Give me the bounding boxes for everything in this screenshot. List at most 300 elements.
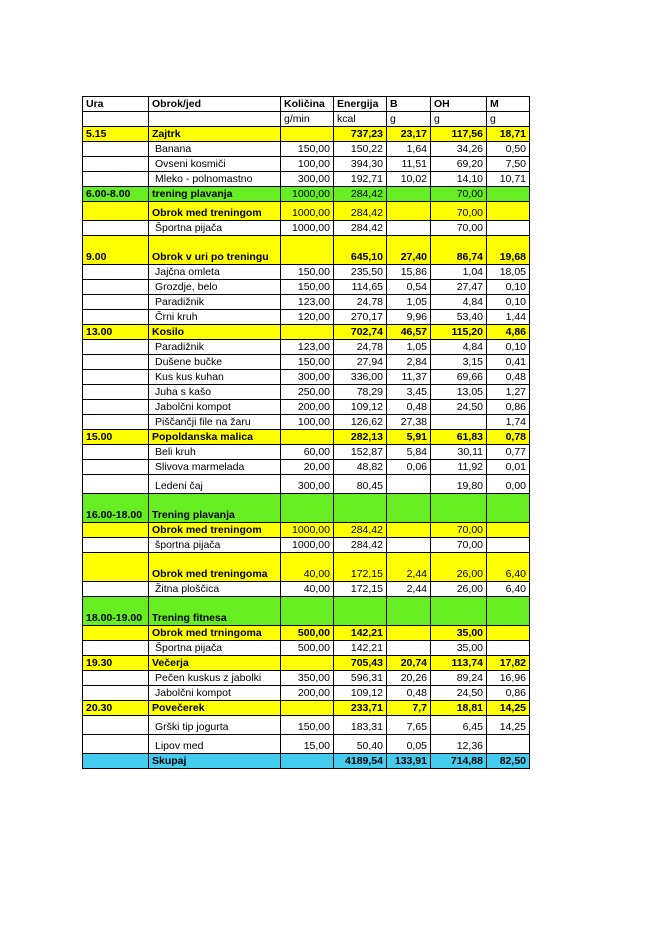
protein-cell — [387, 221, 431, 236]
food-item-row — [83, 157, 530, 172]
quantity-cell: 300,00 — [281, 475, 334, 494]
meal-cell: Zajtrk — [149, 127, 281, 142]
protein-cell — [387, 523, 431, 538]
time-cell — [83, 686, 149, 701]
time-cell: 20.30 — [83, 701, 149, 716]
fat-cell: 1,44 — [487, 310, 530, 325]
energy-cell: 233,71 — [334, 701, 387, 716]
food-item-row — [83, 475, 530, 494]
fat-cell: 18,71 — [487, 127, 530, 142]
food-item-row — [83, 172, 530, 187]
meal-cell: Grški tip jogurta — [149, 716, 281, 735]
quantity-cell: 123,00 — [281, 340, 334, 355]
quantity-cell: 60,00 — [281, 445, 334, 460]
quantity-cell — [281, 494, 334, 523]
meal-group-row — [83, 430, 530, 445]
header-fat: M — [487, 97, 530, 112]
meal-cell: Športna pijača — [149, 221, 281, 236]
carbs-cell: 24,50 — [431, 400, 487, 415]
protein-cell: 5,84 — [387, 445, 431, 460]
fat-cell — [487, 538, 530, 553]
meal-cell: Jabolčni kompot — [149, 400, 281, 415]
meal-group-row — [83, 597, 530, 626]
energy-cell: 284,42 — [334, 187, 387, 202]
protein-cell — [387, 597, 431, 626]
quantity-cell: 200,00 — [281, 686, 334, 701]
protein-cell: 1,05 — [387, 295, 431, 310]
meal-cell: Obrok med treningoma — [149, 553, 281, 582]
protein-cell — [387, 641, 431, 656]
time-cell: 15.00 — [83, 430, 149, 445]
time-cell — [83, 295, 149, 310]
protein-cell: 0,05 — [387, 735, 431, 754]
header-meal: Obrok/jed — [149, 97, 281, 112]
quantity-cell: 300,00 — [281, 172, 334, 187]
fat-cell: 4,86 — [487, 325, 530, 340]
carbs-cell: 11,92 — [431, 460, 487, 475]
time-cell: 9.00 — [83, 236, 149, 265]
carbs-cell: 34,26 — [431, 142, 487, 157]
time-cell — [83, 523, 149, 538]
energy-cell: 50,40 — [334, 735, 387, 754]
energy-cell: 394,30 — [334, 157, 387, 172]
energy-cell: 282,13 — [334, 430, 387, 445]
unit-protein: g — [387, 112, 431, 127]
quantity-cell: 100,00 — [281, 415, 334, 430]
fat-cell — [487, 221, 530, 236]
quantity-cell — [281, 430, 334, 445]
quantity-cell: 150,00 — [281, 280, 334, 295]
food-item-row — [83, 385, 530, 400]
fat-cell: 10,71 — [487, 172, 530, 187]
quantity-cell: 40,00 — [281, 553, 334, 582]
time-cell — [83, 553, 149, 582]
energy-cell: 80,45 — [334, 475, 387, 494]
food-item-row — [83, 221, 530, 236]
carbs-cell: 26,00 — [431, 582, 487, 597]
protein-cell: 0,48 — [387, 400, 431, 415]
quantity-cell: 150,00 — [281, 716, 334, 735]
time-cell — [83, 415, 149, 430]
quantity-cell: 40,00 — [281, 582, 334, 597]
energy-cell: 24,78 — [334, 340, 387, 355]
time-cell — [83, 310, 149, 325]
time-cell: 19.30 — [83, 656, 149, 671]
meal-group-row — [83, 202, 530, 221]
meal-group-row — [83, 754, 530, 769]
units-row — [83, 112, 530, 127]
fat-cell: 18,05 — [487, 265, 530, 280]
meal-cell: Juha s kašo — [149, 385, 281, 400]
time-cell — [83, 157, 149, 172]
meal-group-row — [83, 187, 530, 202]
unit-quantity: g/min — [281, 112, 334, 127]
protein-cell: 9,96 — [387, 310, 431, 325]
fat-cell: 7,50 — [487, 157, 530, 172]
protein-cell: 133,91 — [387, 754, 431, 769]
carbs-cell: 27,47 — [431, 280, 487, 295]
quantity-cell — [281, 754, 334, 769]
time-cell — [83, 172, 149, 187]
header-energy: Energija — [334, 97, 387, 112]
energy-cell: 78,29 — [334, 385, 387, 400]
carbs-cell: 53,40 — [431, 310, 487, 325]
energy-cell: 284,42 — [334, 221, 387, 236]
fat-cell: 0,77 — [487, 445, 530, 460]
energy-cell: 142,21 — [334, 626, 387, 641]
carbs-cell: 19,80 — [431, 475, 487, 494]
protein-cell: 10,02 — [387, 172, 431, 187]
protein-cell: 0,48 — [387, 686, 431, 701]
carbs-cell: 113,74 — [431, 656, 487, 671]
fat-cell: 0,01 — [487, 460, 530, 475]
carbs-cell: 18,81 — [431, 701, 487, 716]
protein-cell: 15,86 — [387, 265, 431, 280]
carbs-cell: 89,24 — [431, 671, 487, 686]
fat-cell — [487, 494, 530, 523]
food-item-row — [83, 735, 530, 754]
protein-cell: 1,64 — [387, 142, 431, 157]
food-item-row — [83, 671, 530, 686]
meal-cell: Ovseni kosmiči — [149, 157, 281, 172]
protein-cell: 2,44 — [387, 582, 431, 597]
protein-cell: 2,84 — [387, 355, 431, 370]
energy-cell: 126,62 — [334, 415, 387, 430]
food-item-row — [83, 295, 530, 310]
energy-cell: 172,15 — [334, 553, 387, 582]
protein-cell: 27,38 — [387, 415, 431, 430]
energy-cell: 183,31 — [334, 716, 387, 735]
energy-cell: 4189,54 — [334, 754, 387, 769]
energy-cell: 114,65 — [334, 280, 387, 295]
energy-cell: 270,17 — [334, 310, 387, 325]
food-item-row — [83, 415, 530, 430]
fat-cell — [487, 735, 530, 754]
protein-cell — [387, 475, 431, 494]
nutrition-plan-table — [82, 96, 530, 769]
time-cell — [83, 400, 149, 415]
meal-cell: Obrok v uri po treningu — [149, 236, 281, 265]
time-cell — [83, 735, 149, 754]
meal-cell: Slivova marmelada — [149, 460, 281, 475]
carbs-cell: 714,88 — [431, 754, 487, 769]
quantity-cell: 1000,00 — [281, 523, 334, 538]
fat-cell: 0,86 — [487, 400, 530, 415]
protein-cell — [387, 187, 431, 202]
quantity-cell: 350,00 — [281, 671, 334, 686]
energy-cell: 27,94 — [334, 355, 387, 370]
meal-cell: Trening plavanja — [149, 494, 281, 523]
protein-cell: 7,65 — [387, 716, 431, 735]
protein-cell — [387, 538, 431, 553]
time-cell — [83, 445, 149, 460]
time-cell — [83, 626, 149, 641]
meal-group-row — [83, 626, 530, 641]
food-item-row — [83, 716, 530, 735]
meal-cell: Beli kruh — [149, 445, 281, 460]
unit-carbs: g — [431, 112, 487, 127]
meal-cell: Ledeni čaj — [149, 475, 281, 494]
food-item-row — [83, 538, 530, 553]
quantity-cell: 150,00 — [281, 142, 334, 157]
meal-cell: Skupaj — [149, 754, 281, 769]
carbs-cell: 1,04 — [431, 265, 487, 280]
carbs-cell: 26,00 — [431, 553, 487, 582]
protein-cell: 0,06 — [387, 460, 431, 475]
protein-cell: 46,57 — [387, 325, 431, 340]
time-cell — [83, 641, 149, 656]
energy-cell: 284,42 — [334, 538, 387, 553]
meal-group-row — [83, 494, 530, 523]
protein-cell: 2,44 — [387, 553, 431, 582]
meal-group-row — [83, 325, 530, 340]
quantity-cell: 500,00 — [281, 626, 334, 641]
meal-cell: športna pijača — [149, 538, 281, 553]
quantity-cell: 120,00 — [281, 310, 334, 325]
time-cell — [83, 221, 149, 236]
meal-cell: Paradižnik — [149, 295, 281, 310]
time-cell — [83, 370, 149, 385]
meal-group-row — [83, 236, 530, 265]
meal-group-row — [83, 656, 530, 671]
protein-cell: 3,45 — [387, 385, 431, 400]
food-item-row — [83, 460, 530, 475]
time-cell — [83, 460, 149, 475]
carbs-cell: 24,50 — [431, 686, 487, 701]
energy-cell: 192,71 — [334, 172, 387, 187]
food-item-row — [83, 265, 530, 280]
fat-cell: 6,40 — [487, 582, 530, 597]
carbs-cell — [431, 415, 487, 430]
fat-cell — [487, 202, 530, 221]
carbs-cell: 70,00 — [431, 187, 487, 202]
meal-group-row — [83, 523, 530, 538]
carbs-cell: 70,00 — [431, 202, 487, 221]
quantity-cell — [281, 701, 334, 716]
time-cell — [83, 202, 149, 221]
fat-cell: 0,48 — [487, 370, 530, 385]
protein-cell — [387, 202, 431, 221]
energy-cell: 48,82 — [334, 460, 387, 475]
quantity-cell: 123,00 — [281, 295, 334, 310]
meal-cell: Mleko - polnomastno — [149, 172, 281, 187]
energy-cell: 284,42 — [334, 523, 387, 538]
header-protein: B — [387, 97, 431, 112]
carbs-cell: 4,84 — [431, 340, 487, 355]
quantity-cell: 1000,00 — [281, 187, 334, 202]
protein-cell: 20,26 — [387, 671, 431, 686]
energy-cell: 596,31 — [334, 671, 387, 686]
meal-cell: Obrok med treningom — [149, 523, 281, 538]
food-item-row — [83, 280, 530, 295]
unit-fat: g — [487, 112, 530, 127]
food-item-row — [83, 445, 530, 460]
food-item-row — [83, 400, 530, 415]
time-cell — [83, 340, 149, 355]
energy-cell: 702,74 — [334, 325, 387, 340]
fat-cell — [487, 187, 530, 202]
fat-cell: 14,25 — [487, 716, 530, 735]
meal-cell: Paradižnik — [149, 340, 281, 355]
meal-cell: Večerja — [149, 656, 281, 671]
protein-cell — [387, 494, 431, 523]
fat-cell: 0,78 — [487, 430, 530, 445]
quantity-cell: 200,00 — [281, 400, 334, 415]
fat-cell: 1,74 — [487, 415, 530, 430]
quantity-cell: 300,00 — [281, 370, 334, 385]
unit-meal — [149, 112, 281, 127]
time-cell — [83, 355, 149, 370]
fat-cell: 0,86 — [487, 686, 530, 701]
header-time: Ura — [83, 97, 149, 112]
time-cell — [83, 142, 149, 157]
header-row — [83, 97, 530, 112]
quantity-cell: 1000,00 — [281, 538, 334, 553]
protein-cell: 23,17 — [387, 127, 431, 142]
quantity-cell: 250,00 — [281, 385, 334, 400]
meal-cell: Jabolčni kompot — [149, 686, 281, 701]
quantity-cell — [281, 127, 334, 142]
quantity-cell — [281, 325, 334, 340]
energy-cell: 235,50 — [334, 265, 387, 280]
protein-cell: 11,37 — [387, 370, 431, 385]
time-cell: 16.00-18.00 — [83, 494, 149, 523]
food-item-row — [83, 355, 530, 370]
meal-cell: Lipov med — [149, 735, 281, 754]
quantity-cell: 1000,00 — [281, 221, 334, 236]
meal-cell: Obrok med trningoma — [149, 626, 281, 641]
time-cell — [83, 582, 149, 597]
quantity-cell: 150,00 — [281, 265, 334, 280]
protein-cell — [387, 626, 431, 641]
carbs-cell — [431, 597, 487, 626]
food-item-row — [83, 340, 530, 355]
fat-cell: 0,41 — [487, 355, 530, 370]
carbs-cell: 70,00 — [431, 221, 487, 236]
energy-cell: 109,12 — [334, 400, 387, 415]
energy-cell: 172,15 — [334, 582, 387, 597]
meal-group-row — [83, 127, 530, 142]
carbs-cell — [431, 494, 487, 523]
quantity-cell: 150,00 — [281, 355, 334, 370]
time-cell — [83, 754, 149, 769]
carbs-cell: 69,66 — [431, 370, 487, 385]
meal-cell: Banana — [149, 142, 281, 157]
protein-cell: 0,54 — [387, 280, 431, 295]
energy-cell: 737,23 — [334, 127, 387, 142]
carbs-cell: 14,10 — [431, 172, 487, 187]
quantity-cell: 20,00 — [281, 460, 334, 475]
carbs-cell: 61,83 — [431, 430, 487, 445]
carbs-cell: 115,20 — [431, 325, 487, 340]
fat-cell: 0,00 — [487, 475, 530, 494]
meal-cell: Trening fitnesa — [149, 597, 281, 626]
carbs-cell: 35,00 — [431, 626, 487, 641]
food-item-row — [83, 641, 530, 656]
quantity-cell — [281, 597, 334, 626]
meal-cell: Kosilo — [149, 325, 281, 340]
meal-cell: Jajčna omleta — [149, 265, 281, 280]
fat-cell — [487, 597, 530, 626]
protein-cell: 27,40 — [387, 236, 431, 265]
carbs-cell: 6,45 — [431, 716, 487, 735]
time-cell — [83, 475, 149, 494]
fat-cell: 19,68 — [487, 236, 530, 265]
food-item-row — [83, 310, 530, 325]
carbs-cell: 70,00 — [431, 538, 487, 553]
fat-cell: 0,10 — [487, 280, 530, 295]
carbs-cell: 4,84 — [431, 295, 487, 310]
header-carbs: OH — [431, 97, 487, 112]
fat-cell: 14,25 — [487, 701, 530, 716]
time-cell — [83, 671, 149, 686]
fat-cell: 82,50 — [487, 754, 530, 769]
carbs-cell: 35,00 — [431, 641, 487, 656]
energy-cell: 142,21 — [334, 641, 387, 656]
fat-cell: 1,27 — [487, 385, 530, 400]
carbs-cell: 30,11 — [431, 445, 487, 460]
carbs-cell: 70,00 — [431, 523, 487, 538]
meal-cell: Kus kus kuhan — [149, 370, 281, 385]
meal-group-row — [83, 701, 530, 716]
meal-group-row — [83, 553, 530, 582]
fat-cell: 6,40 — [487, 553, 530, 582]
meal-cell: Povečerek — [149, 701, 281, 716]
quantity-cell: 15,00 — [281, 735, 334, 754]
quantity-cell — [281, 656, 334, 671]
meal-cell: Popoldanska malica — [149, 430, 281, 445]
energy-cell: 109,12 — [334, 686, 387, 701]
time-cell: 13.00 — [83, 325, 149, 340]
carbs-cell: 117,56 — [431, 127, 487, 142]
unit-time — [83, 112, 149, 127]
time-cell: 18.00-19.00 — [83, 597, 149, 626]
protein-cell: 1,05 — [387, 340, 431, 355]
header-quantity: Količina — [281, 97, 334, 112]
energy-cell: 150,22 — [334, 142, 387, 157]
fat-cell: 17,82 — [487, 656, 530, 671]
carbs-cell: 13,05 — [431, 385, 487, 400]
carbs-cell: 12,36 — [431, 735, 487, 754]
time-cell — [83, 716, 149, 735]
meal-cell: Dušene bučke — [149, 355, 281, 370]
time-cell — [83, 265, 149, 280]
food-item-row — [83, 582, 530, 597]
carbs-cell: 3,15 — [431, 355, 487, 370]
energy-cell: 645,10 — [334, 236, 387, 265]
energy-cell — [334, 597, 387, 626]
protein-cell: 5,91 — [387, 430, 431, 445]
meal-cell: Športna pijača — [149, 641, 281, 656]
food-item-row — [83, 686, 530, 701]
meal-cell: Piščančji file na žaru — [149, 415, 281, 430]
quantity-cell: 100,00 — [281, 157, 334, 172]
fat-cell — [487, 626, 530, 641]
meal-cell: Obrok med treningom — [149, 202, 281, 221]
fat-cell — [487, 641, 530, 656]
meal-cell: Grozdje, belo — [149, 280, 281, 295]
protein-cell: 7,7 — [387, 701, 431, 716]
fat-cell: 0,50 — [487, 142, 530, 157]
meal-cell: Pečen kuskus z jabolki — [149, 671, 281, 686]
protein-cell: 20,74 — [387, 656, 431, 671]
food-item-row — [83, 370, 530, 385]
time-cell: 6.00-8.00 — [83, 187, 149, 202]
carbs-cell: 69,20 — [431, 157, 487, 172]
energy-cell: 336,00 — [334, 370, 387, 385]
time-cell — [83, 538, 149, 553]
quantity-cell: 1000,00 — [281, 202, 334, 221]
